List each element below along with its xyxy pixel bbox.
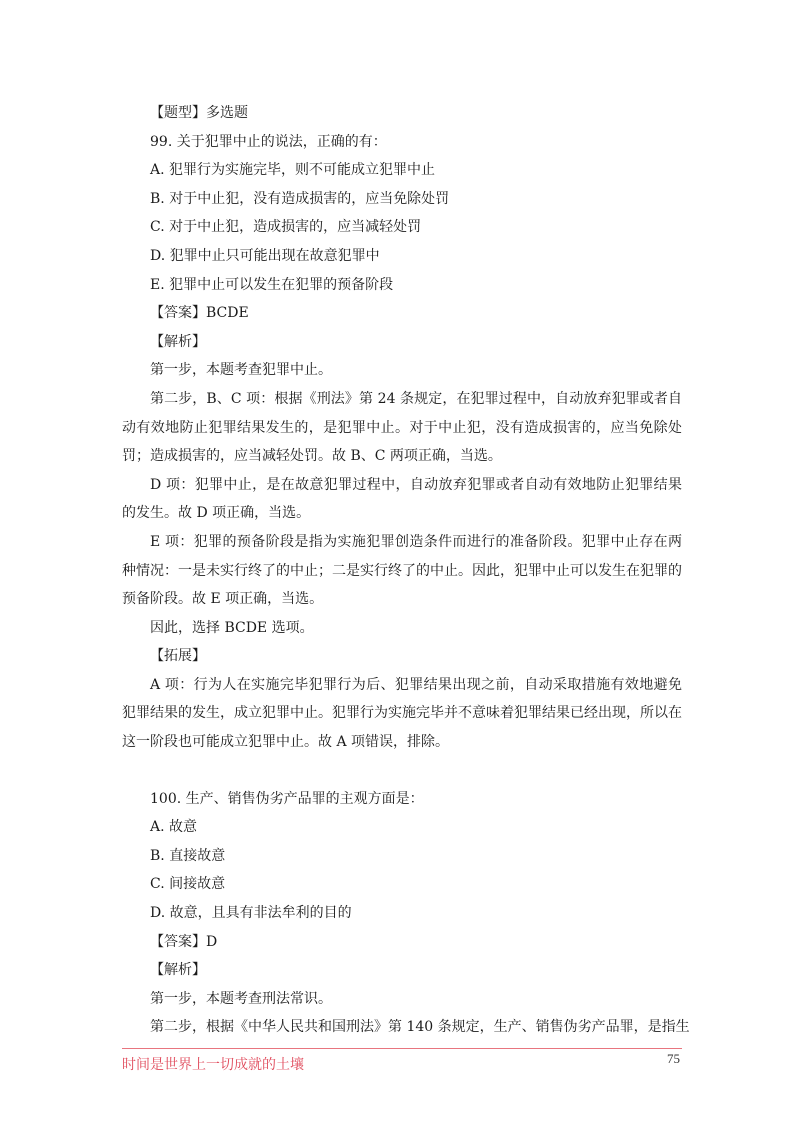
page-number: 75 (667, 1051, 680, 1066)
q100-option-a: A. 故意 (150, 819, 198, 836)
q99-option-b: B. 对于中止犯，没有造成损害的，应当免除处罚 (150, 190, 450, 207)
q99-option-a: A. 犯罪行为实施完毕，则不可能成立犯罪中止 (150, 162, 436, 179)
q99-analysis-label: 【解析】 (150, 333, 206, 350)
q100-option-b: B. 直接故意 (150, 847, 226, 864)
q100-option-d: D. 故意，且具有非法牟利的目的 (150, 905, 352, 922)
q99-option-e: E. 犯罪中止可以发生在犯罪的预备阶段 (150, 276, 394, 293)
q99-analysis-e: E 项：犯罪的预备阶段是指为实施犯罪创造条件而进行的准备阶段。犯罪中止存在两种情况：一是未实行终了的中止；二是实行终了的中止。因此，犯罪中止可以发生在犯罪的预备阶段。故 E 项正确，当选。 (122, 533, 682, 608)
footer-divider (122, 1048, 682, 1049)
q100-answer: 【答案】D (150, 933, 218, 950)
q99-analysis-step2: 第二步，B、C 项：根据《刑法》第 24 条规定，在犯罪过程中，自动放弃犯罪或者自动有效地防止犯罪结果发生的，是犯罪中止。对于中止犯，没有造成损害的，应当免除处罚；造成损害的，应当减轻处罚。故 B、C 两项正确，当选。 (122, 390, 682, 465)
q100-question: 100. 生产、销售伪劣产品罪的主观方面是： (150, 790, 424, 807)
q100-analysis-step1: 第一步，本题考查刑法常识。 (150, 990, 332, 1007)
question-spacer (122, 757, 682, 785)
q99-question: 99. 关于犯罪中止的说法，正确的有： (150, 133, 387, 150)
footer-slogan: 时间是世界上一切成就的土壤 (122, 1057, 304, 1073)
q99-analysis-step1: 第一步，本题考查犯罪中止。 (150, 362, 332, 379)
q99-extension: A 项：行为人在实施完毕犯罪行为后、犯罪结果出现之前，自动采取措施有效地避免犯罪结果的发生，成立犯罪中止。犯罪行为实施完毕并不意味着犯罪结果已经出现，所以在这一阶段也可能成立犯罪中止。故 A 项错误，排除。 (122, 676, 682, 751)
q99-answer: 【答案】BCDE (150, 305, 249, 322)
page-content (122, 99, 690, 1042)
q99-option-c: C. 对于中止犯，造成损害的，应当减轻处罚 (150, 219, 422, 236)
q100-option-c: C. 间接故意 (150, 876, 226, 893)
q99-extension-label: 【拓展】 (150, 648, 206, 665)
q99-type-label: 【题型】多选题 (150, 105, 248, 121)
q100-analysis-label: 【解析】 (150, 962, 206, 979)
q99-analysis-d: D 项：犯罪中止，是在故意犯罪过程中，自动放弃犯罪或者自动有效地防止犯罪结果的发生。故 D 项正确，当选。 (122, 476, 682, 522)
q99-analysis-conclusion: 因此，选择 BCDE 选项。 (150, 619, 314, 636)
q99-option-d: D. 犯罪中止只可能出现在故意犯罪中 (150, 247, 380, 264)
q100-analysis-step2: 第二步，根据《中华人民共和国刑法》第 140 条规定，生产、销售伪劣产品罪，是指生 (150, 1019, 690, 1036)
